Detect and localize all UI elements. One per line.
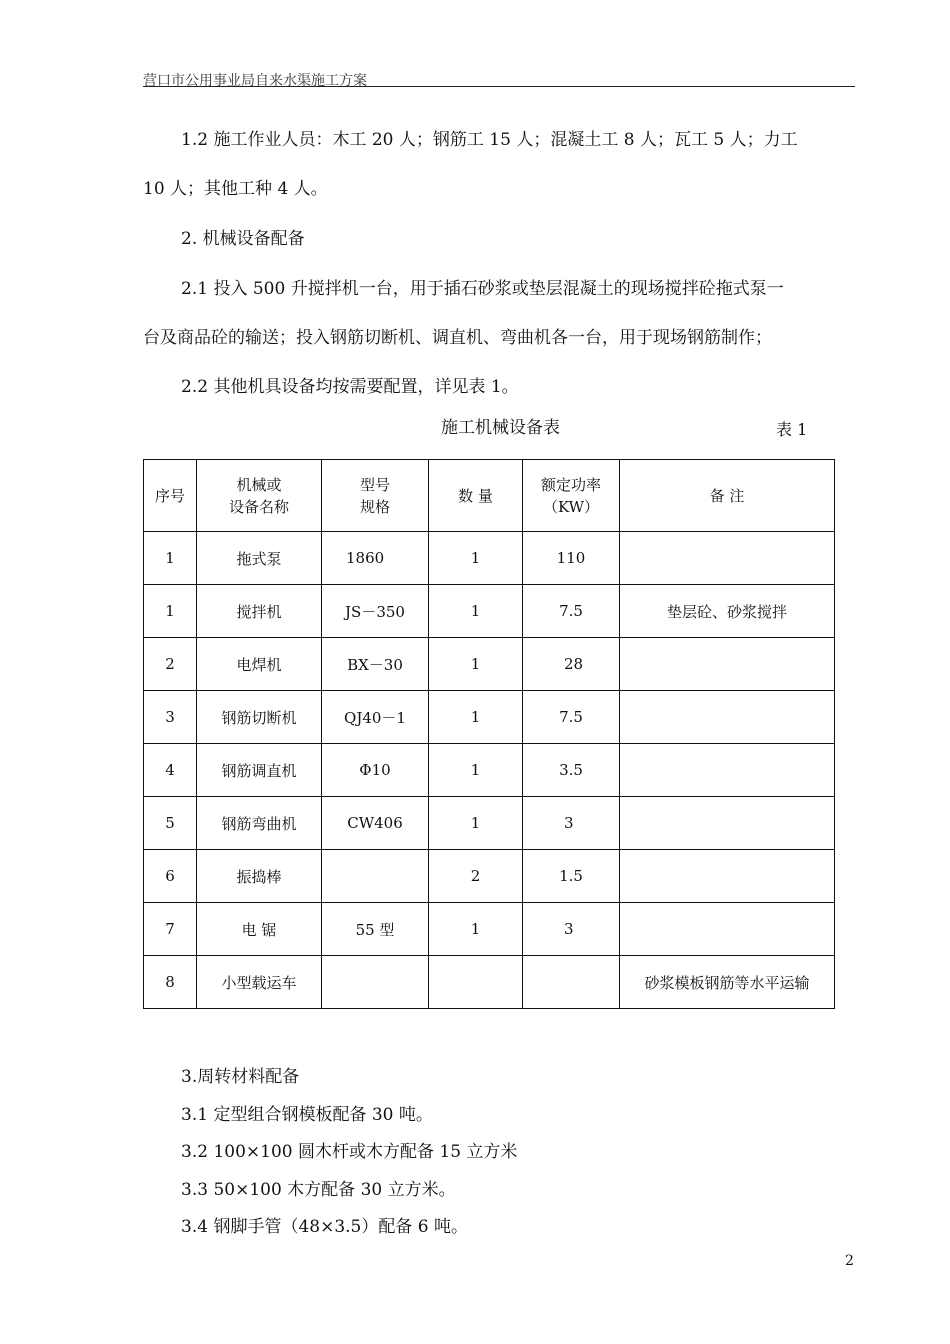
header-model: 型号 规格 [322, 460, 429, 532]
table-row [144, 956, 835, 1009]
cell-name: 振捣棒 [197, 850, 322, 903]
table-row [144, 903, 835, 956]
paragraph-staff-line2: 10 人；其他工种 4 人。 [143, 179, 328, 199]
cell-power [523, 956, 620, 1009]
cell-model: 1860 [322, 532, 429, 585]
table-row [144, 850, 835, 903]
header-power: 额定功率 （KW） [523, 460, 620, 532]
cell-remark [620, 744, 835, 797]
materials-item-3: 3.3 50×100 木方配备 30 立方米。 [181, 1180, 456, 1200]
cell-name: 钢筋调直机 [197, 744, 322, 797]
cell-remark [620, 532, 835, 585]
cell-model: Φ10 [322, 744, 429, 797]
table-caption: 施工机械设备表 [441, 418, 560, 438]
paragraph-staff-line1: 1.2 施工作业人员：木工 20 人；钢筋工 15 人；混凝土工 8 人；瓦工 5 人；力工 [181, 130, 798, 150]
cell-remark [620, 797, 835, 850]
cell-no: 5 [144, 797, 197, 850]
table-row [144, 638, 835, 691]
cell-name: 电 锯 [197, 903, 322, 956]
cell-qty: 1 [429, 691, 523, 744]
paragraph-machinery-line1: 2.1 投入 500 升搅拌机一台，用于插石砂浆或垫层混凝土的现场搅拌砼拖式泵一 [181, 279, 784, 299]
cell-qty [429, 956, 523, 1009]
header-remark: 备 注 [620, 460, 835, 532]
page-header-title: 营口市公用事业局自来水渠施工方案 [143, 73, 367, 89]
section-heading-materials: 3.周转材料配备 [181, 1067, 300, 1087]
cell-name: 拖式泵 [197, 532, 322, 585]
cell-name: 钢筋切断机 [197, 691, 322, 744]
section-heading-machinery: 2. 机械设备配备 [181, 229, 305, 249]
cell-model: BX－30 [322, 638, 429, 691]
cell-model [322, 850, 429, 903]
cell-name: 搅拌机 [197, 585, 322, 638]
cell-name: 钢筋弯曲机 [197, 797, 322, 850]
cell-no: 3 [144, 691, 197, 744]
cell-no: 4 [144, 744, 197, 797]
header-name: 机械或 设备名称 [197, 460, 322, 532]
table-label: 表 1 [776, 420, 808, 439]
cell-no: 8 [144, 956, 197, 1009]
table-row [144, 691, 835, 744]
materials-item-4: 3.4 钢脚手管（48×3.5）配备 6 吨。 [181, 1217, 468, 1237]
cell-remark [620, 850, 835, 903]
header-no: 序号 [144, 460, 197, 532]
cell-power: 7.5 [523, 585, 620, 638]
table-row [144, 532, 835, 585]
cell-model: QJ40－1 [322, 691, 429, 744]
cell-model: CW406 [322, 797, 429, 850]
table-header-row [144, 460, 835, 532]
cell-qty: 1 [429, 532, 523, 585]
cell-remark: 砂浆模板钢筋等水平运输 [620, 956, 835, 1009]
cell-power: 110 [523, 532, 620, 585]
header-divider [143, 86, 855, 87]
cell-power: 3.5 [523, 744, 620, 797]
cell-name: 电焊机 [197, 638, 322, 691]
cell-power: 7.5 [523, 691, 620, 744]
cell-power: 28 [523, 638, 620, 691]
cell-model: JS－350 [322, 585, 429, 638]
cell-power: 1.5 [523, 850, 620, 903]
cell-remark [620, 691, 835, 744]
cell-model: 55 型 [322, 903, 429, 956]
paragraph-machinery-line2: 台及商品砼的输送；投入钢筋切断机、调直机、弯曲机各一台，用于现场钢筋制作； [143, 328, 772, 348]
cell-remark [620, 903, 835, 956]
table-row [144, 585, 835, 638]
cell-remark [620, 638, 835, 691]
cell-no: 2 [144, 638, 197, 691]
materials-item-2: 3.2 100×100 圆木杆或木方配备 15 立方米 [181, 1142, 518, 1162]
cell-qty: 1 [429, 638, 523, 691]
cell-remark: 垫层砼、砂浆搅拌 [620, 585, 835, 638]
cell-no: 1 [144, 532, 197, 585]
materials-item-1: 3.1 定型组合钢模板配备 30 吨。 [181, 1105, 433, 1125]
cell-power: 3 [523, 797, 620, 850]
cell-no: 6 [144, 850, 197, 903]
table-row [144, 797, 835, 850]
cell-power: 3 [523, 903, 620, 956]
cell-qty: 1 [429, 797, 523, 850]
cell-no: 1 [144, 585, 197, 638]
cell-qty: 1 [429, 903, 523, 956]
cell-name: 小型载运车 [197, 956, 322, 1009]
cell-qty: 1 [429, 744, 523, 797]
header-qty: 数 量 [429, 460, 523, 532]
cell-qty: 2 [429, 850, 523, 903]
paragraph-other-equipment: 2.2 其他机具设备均按需要配置，详见表 1。 [181, 377, 519, 397]
cell-model [322, 956, 429, 1009]
page-number: 2 [845, 1253, 854, 1269]
cell-qty: 1 [429, 585, 523, 638]
equipment-table [143, 459, 835, 1009]
table-row [144, 744, 835, 797]
cell-no: 7 [144, 903, 197, 956]
